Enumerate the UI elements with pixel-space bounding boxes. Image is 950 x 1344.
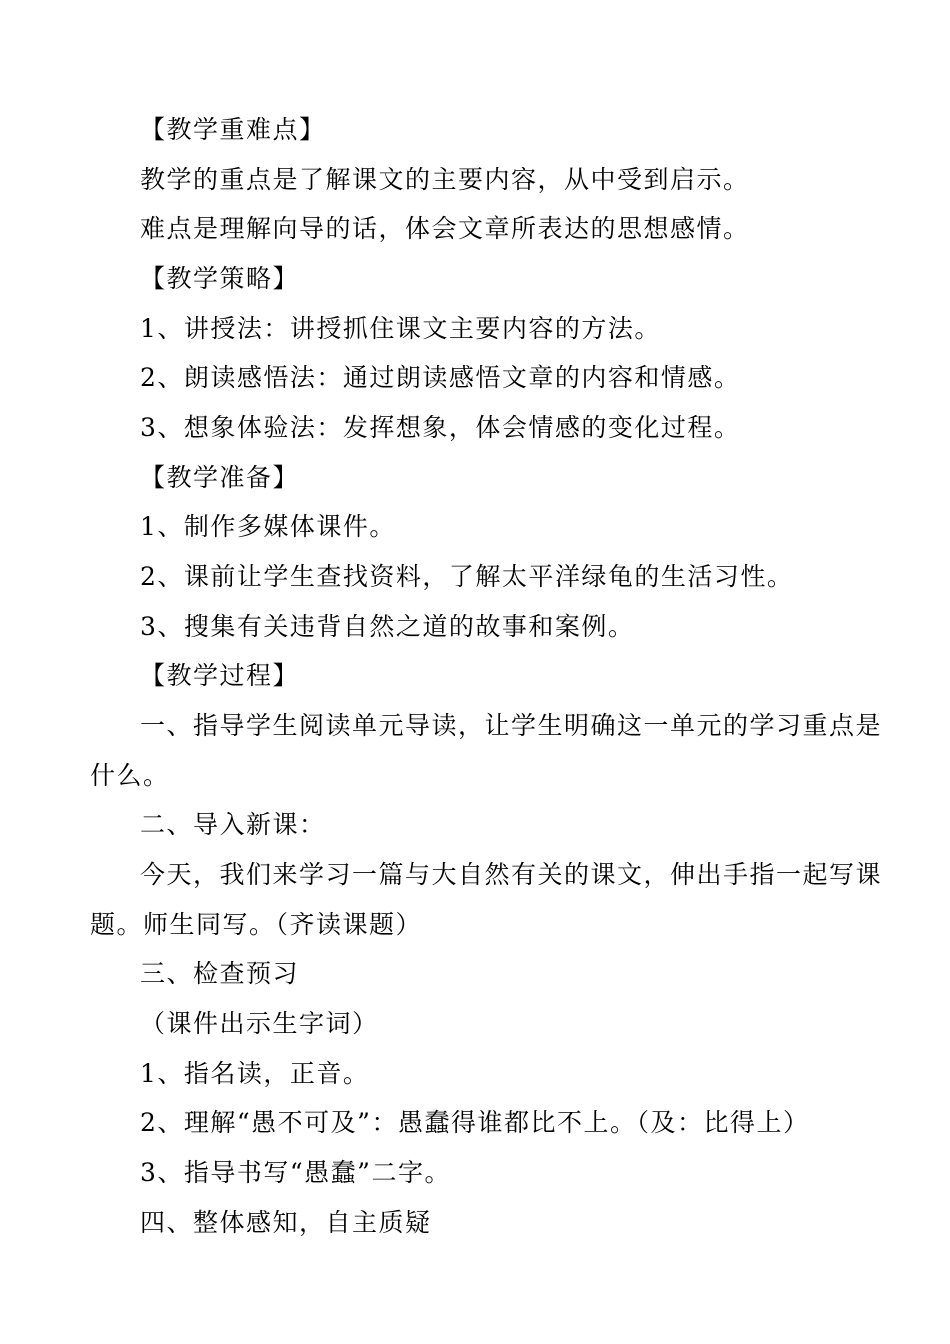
section-heading-key-points: 【教学重难点】 <box>140 115 326 144</box>
process-step-1-line-1: 一、指导学生阅读单元导读，让学生明确这一单元的学习重点是 <box>140 711 883 740</box>
preparation-item-1: 1、制作多媒体课件。 <box>140 512 396 541</box>
section-heading-strategy: 【教学策略】 <box>140 264 300 293</box>
process-step-3-item-2: 2、理解“愚不可及”：愚蠢得谁都比不上。（及：比得上） <box>140 1108 810 1137</box>
strategy-item-3: 3、想象体验法：发挥想象，体会情感的变化过程。 <box>140 413 741 442</box>
process-step-4-heading: 四、整体感知，自主质疑 <box>140 1208 432 1237</box>
strategy-item-2: 2、朗读感悟法：通过朗读感悟文章的内容和情感。 <box>140 363 741 392</box>
process-step-2-heading: 二、导入新课： <box>140 810 326 839</box>
process-step-1-line-2: 什么。 <box>90 761 170 790</box>
preparation-item-3: 3、搜集有关违背自然之道的故事和案例。 <box>140 612 635 641</box>
paragraph-difficult-point: 难点是理解向导的话，体会文章所表达的思想感情。 <box>140 214 750 243</box>
paragraph-key-point: 教学的重点是了解课文的主要内容，从中受到启示。 <box>140 165 750 194</box>
process-step-3-heading: 三、检查预习 <box>140 959 300 988</box>
process-step-2-line-1: 今天，我们来学习一篇与大自然有关的课文，伸出手指一起写课 <box>140 860 883 889</box>
preparation-item-2: 2、课前让学生查找资料，了解太平洋绿龟的生活习性。 <box>140 562 794 591</box>
section-heading-process: 【教学过程】 <box>140 661 300 690</box>
section-heading-preparation: 【教学准备】 <box>140 463 300 492</box>
process-step-3-note: （课件出示生字词） <box>140 1009 379 1038</box>
process-step-3-item-1: 1、指名读，正音。 <box>140 1059 370 1088</box>
strategy-item-1: 1、讲授法：讲授抓住课文主要内容的方法。 <box>140 314 661 343</box>
process-step-2-line-2: 题。师生同写。（齐读课题） <box>90 910 423 939</box>
process-step-3-item-3: 3、指导书写“愚蠢”二字。 <box>140 1158 451 1187</box>
